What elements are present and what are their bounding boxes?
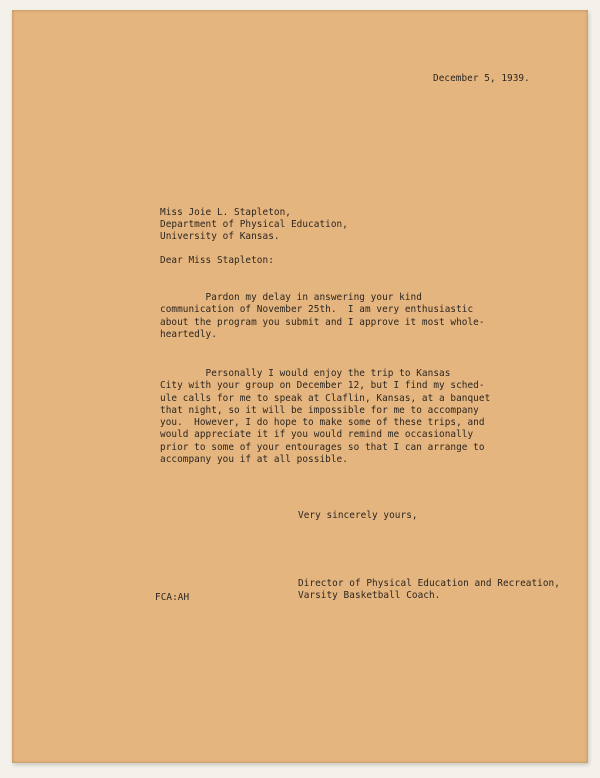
typist-initials: FCA:AH (155, 592, 190, 603)
signer-title-line-2: Varsity Basketball Coach. (298, 590, 441, 601)
paragraph-1-line: heartedly. (160, 328, 217, 340)
signer-title-line-1: Director of Physical Education and Recreation, (298, 578, 560, 589)
letter-date: December 5, 1939. (433, 73, 530, 84)
paragraph-2 (160, 368, 520, 466)
closing: Very sincerely yours, (298, 510, 418, 521)
paragraph-2-line: Personally I would enjoy the trip to Kansas (160, 368, 451, 379)
paragraph-2-line: you. However, I do hope to make some of these trips, and (160, 417, 485, 429)
letter-page (12, 10, 588, 763)
recipient-name: Miss Joie L. Stapleton, (160, 207, 291, 218)
paragraph-2-line: would appreciate it if you would remind me occasionally (160, 429, 474, 441)
paragraph-1-line: about the program you submit and I approve it most whole- (160, 316, 485, 328)
paragraph-2-line: ule calls for me to speak at Claflin, Kansas, at a banquet (160, 392, 491, 404)
paragraph-2-line: prior to some of your entourages so that I can arrange to (160, 441, 485, 453)
paragraph-2-line: accompany you if at all possible. (160, 454, 348, 466)
letter-body (12, 10, 588, 763)
paragraph-2-line: City with your group on December 12, but I find my sched- (160, 380, 485, 392)
salutation: Dear Miss Stapleton: (160, 255, 274, 266)
recipient-institution: University of Kansas. (160, 231, 280, 242)
paragraph-1-line: communication of November 25th. I am very enthusiastic (160, 304, 474, 316)
recipient-department: Department of Physical Education, (160, 219, 348, 230)
paragraph-1-line: Pardon my delay in answering your kind (160, 292, 422, 303)
paragraph-2-line: that night, so it will be impossible for me to accompany (160, 404, 479, 416)
paragraph-1 (160, 292, 520, 341)
